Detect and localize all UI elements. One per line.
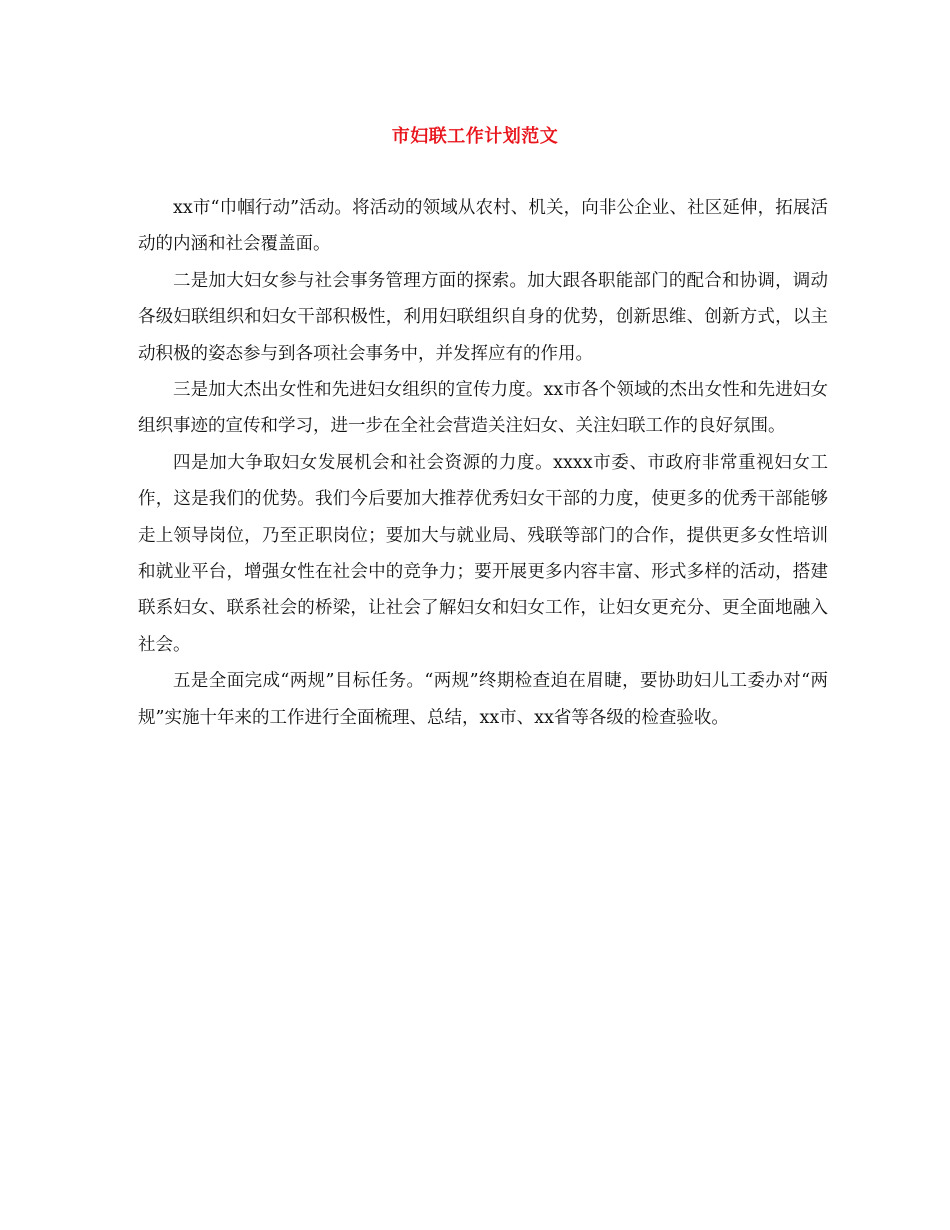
document-title: 市妇联工作计划范文 — [391, 126, 559, 147]
paragraph-5: 五是全面完成“两规”目标任务。“两规”终期检查迫在眉睫，要协助妇儿工委办对“两规”实施十年来的工作进行全面梳理、总结，xx市、xx省等各级的检查验收。 — [138, 671, 828, 728]
document-body — [138, 190, 828, 736]
paragraph-1: xx市“巾帼行动”活动。将活动的领域从农村、机关，向非公企业、社区延伸，拓展活动的内涵和社会覆盖面。 — [138, 198, 828, 255]
paragraph-4: 四是加大争取妇女发展机会和社会资源的力度。xxxx市委、市政府非常重视妇女工作，这是我们的优势。我们今后要加大推荐优秀妇女干部的力度，使更多的优秀干部能够走上领导岗位，乃至正职岗位；要加大与就业局、残联等部门的合作，提供更多女性培训和就业平台，增强女性在社会中的竞争力；要开展更多内容丰富、形式多样的活动，搭建联系妇女、联系社会的桥梁，让社会了解妇女和妇女工作，让妇女更充分、更全面地融入社会。 — [138, 452, 828, 655]
paragraph-3: 三是加大杰出女性和先进妇女组织的宣传力度。xx市各个领域的杰出女性和先进妇女组织事迹的宣传和学习，进一步在全社会营造关注妇女、关注妇联工作的良好氛围。 — [138, 380, 828, 437]
paragraph-2: 二是加大妇女参与社会事务管理方面的探索。加大跟各职能部门的配合和协调，调动各级妇联组织和妇女干部积极性，利用妇联组织自身的优势，创新思维、创新方式，以主动积极的姿态参与到各项社会事务中，并发挥应有的作用。 — [138, 270, 828, 364]
